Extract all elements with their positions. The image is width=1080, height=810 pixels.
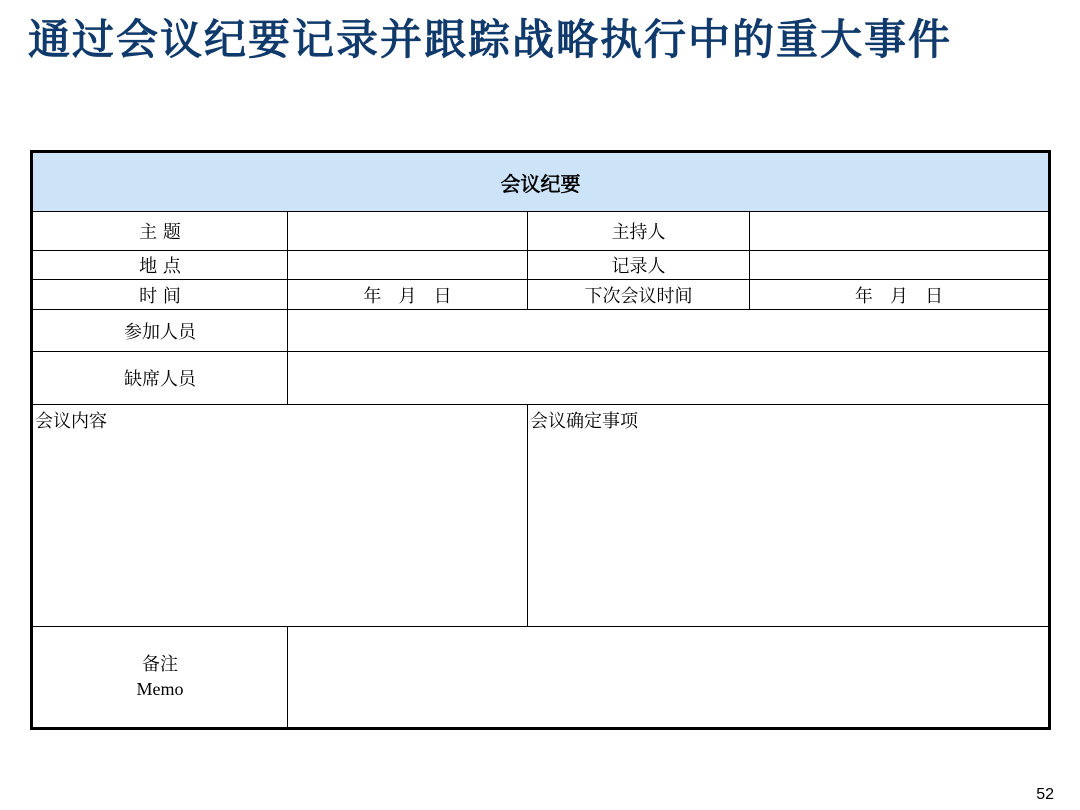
notes-label-en: Memo (136, 679, 184, 699)
notes-field[interactable] (288, 627, 1048, 727)
next-meeting-label: 下次会议时间 (528, 280, 750, 310)
attendees-field[interactable] (288, 310, 1048, 352)
decisions-label: 会议确定事项 (530, 411, 638, 432)
date-field[interactable]: 年 月 日 (288, 280, 528, 310)
form-header: 会议纪要 (33, 153, 1048, 212)
meeting-minutes-form (30, 150, 1051, 730)
decisions-field[interactable] (528, 405, 1048, 627)
notes-label: 备注 (142, 654, 178, 675)
meeting-content-field[interactable] (33, 405, 528, 627)
next-meeting-date-field[interactable]: 年 月 日 (750, 280, 1048, 310)
recorder-field[interactable] (750, 251, 1048, 280)
time-label: 时 间 (33, 280, 288, 310)
topic-field[interactable] (288, 212, 528, 251)
attendees-label: 参加人员 (33, 310, 288, 352)
page-number: 52 (1036, 786, 1054, 803)
page-title: 通过会议纪要记录并跟踪战略执行中的重大事件 (28, 15, 953, 64)
host-field[interactable] (750, 212, 1048, 251)
topic-label: 主 题 (33, 212, 288, 251)
host-label: 主持人 (528, 212, 750, 251)
location-field[interactable] (288, 251, 528, 280)
notes-label-cell (33, 627, 288, 727)
location-label: 地 点 (33, 251, 288, 280)
meeting-content-label: 会议内容 (35, 411, 107, 432)
recorder-label: 记录人 (528, 251, 750, 280)
absentees-label: 缺席人员 (33, 352, 288, 405)
absentees-field[interactable] (288, 352, 1048, 405)
